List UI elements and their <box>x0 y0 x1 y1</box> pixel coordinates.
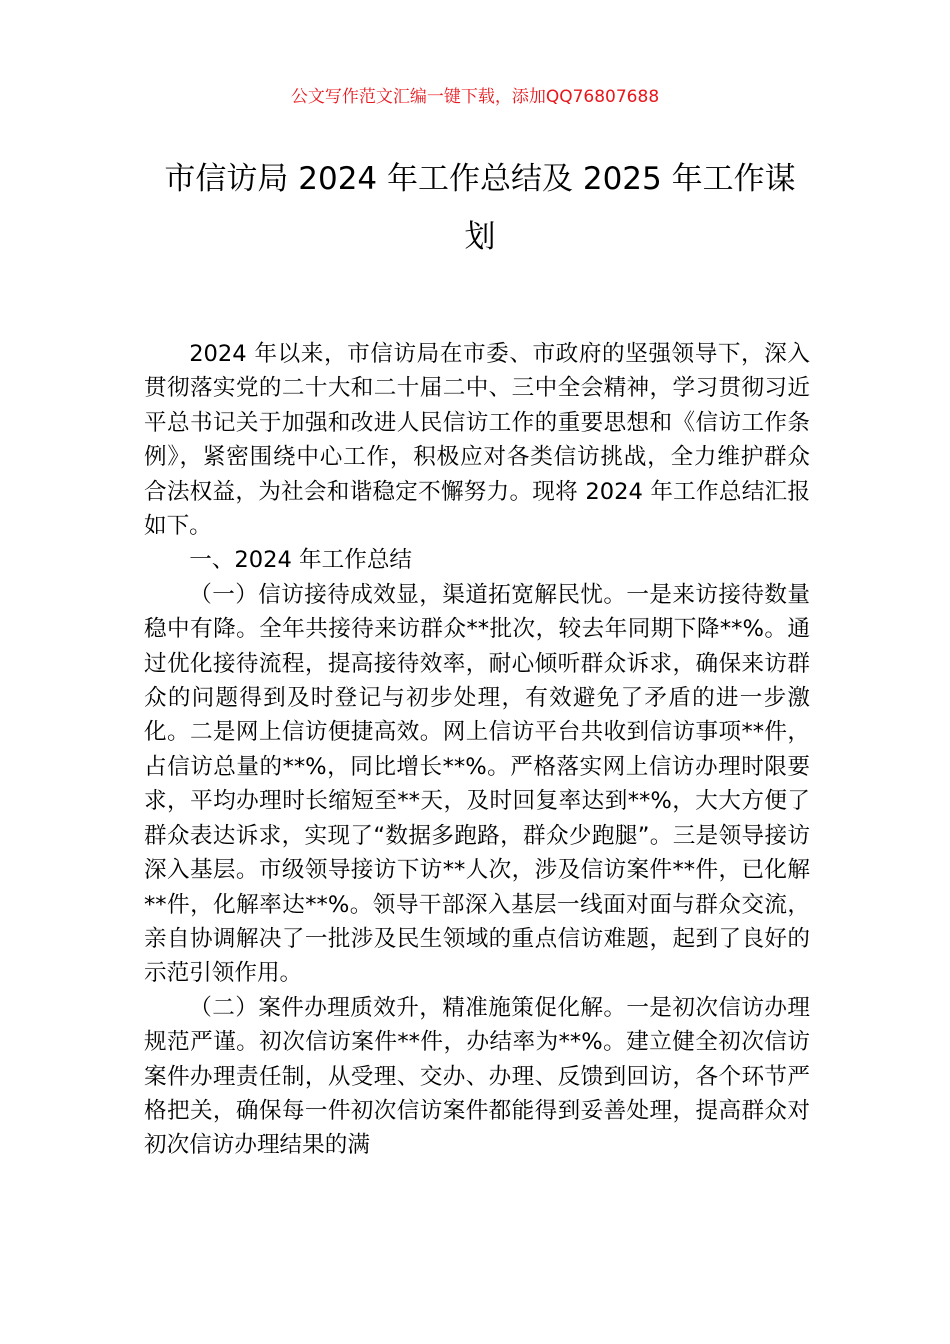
subsection-paragraph-1: （一）信访接待成效显，渠道拓宽解民忧。一是来访接待数量稳中有降。全年共接待来访群众**批次，较去年同期下降**%。通过优化接待流程，提高接待效率，耐心倾听群众诉求，确保来访群众的问题得到及时登记与初步处理，有效避免了矛盾的进一步激化。二是网上信访便捷高效。网上信访平台共收到信访事项**件，占信访总量的**%，同比增长**%。严格落实网上信访办理时限要求，平均办理时长缩短至**天，及时回复率达到**%，大大方便了群众表达诉求，实现了“数据多跑路，群众少跑腿”。三是领导接访深入基层。市级领导接访下访**人次，涉及信访案件**件，已化解**件，化解率达**%。领导干部深入基层一线面对面与群众交流，亲自协调解决了一批涉及民生领域的重点信访难题，起到了良好的示范引领作用。 <box>144 581 810 987</box>
title-line-1: 市信访局 2024 年工作总结及 2025 年工作谋 <box>164 161 796 197</box>
title-line-2: 划 <box>464 219 496 255</box>
intro-paragraph: 2024 年以来，市信访局在市委、市政府的坚强领导下，深入贯彻落实党的二十大和二十届二中、三中全会精神，学习贯彻习近平总书记关于加强和改进人民信访工作的重要思想和《信访工作条例》，紧密围绕中心工作，积极应对各类信访挑战，全力维护群众合法权益，为社会和谐稳定不懈努力。现将 2024 年工作总结汇报如下。 <box>144 341 810 540</box>
document-title <box>130 150 830 266</box>
subsection-paragraph-2: （二）案件办理质效升，精准施策促化解。一是初次信访办理规范严谨。初次信访案件**件，办结率为**%。建立健全初次信访案件办理责任制，从受理、交办、办理、反馈到回访，各个环节严格把关，确保每一件初次信访案件都能得到妥善处理，提高群众对初次信访办理结果的满 <box>144 994 810 1159</box>
section-heading: 一、2024 年工作总结 <box>189 547 413 574</box>
document-body <box>144 337 810 1163</box>
header-promo-note: 公文写作范文汇编一键下载，添加QQ76807688 <box>290 87 660 107</box>
